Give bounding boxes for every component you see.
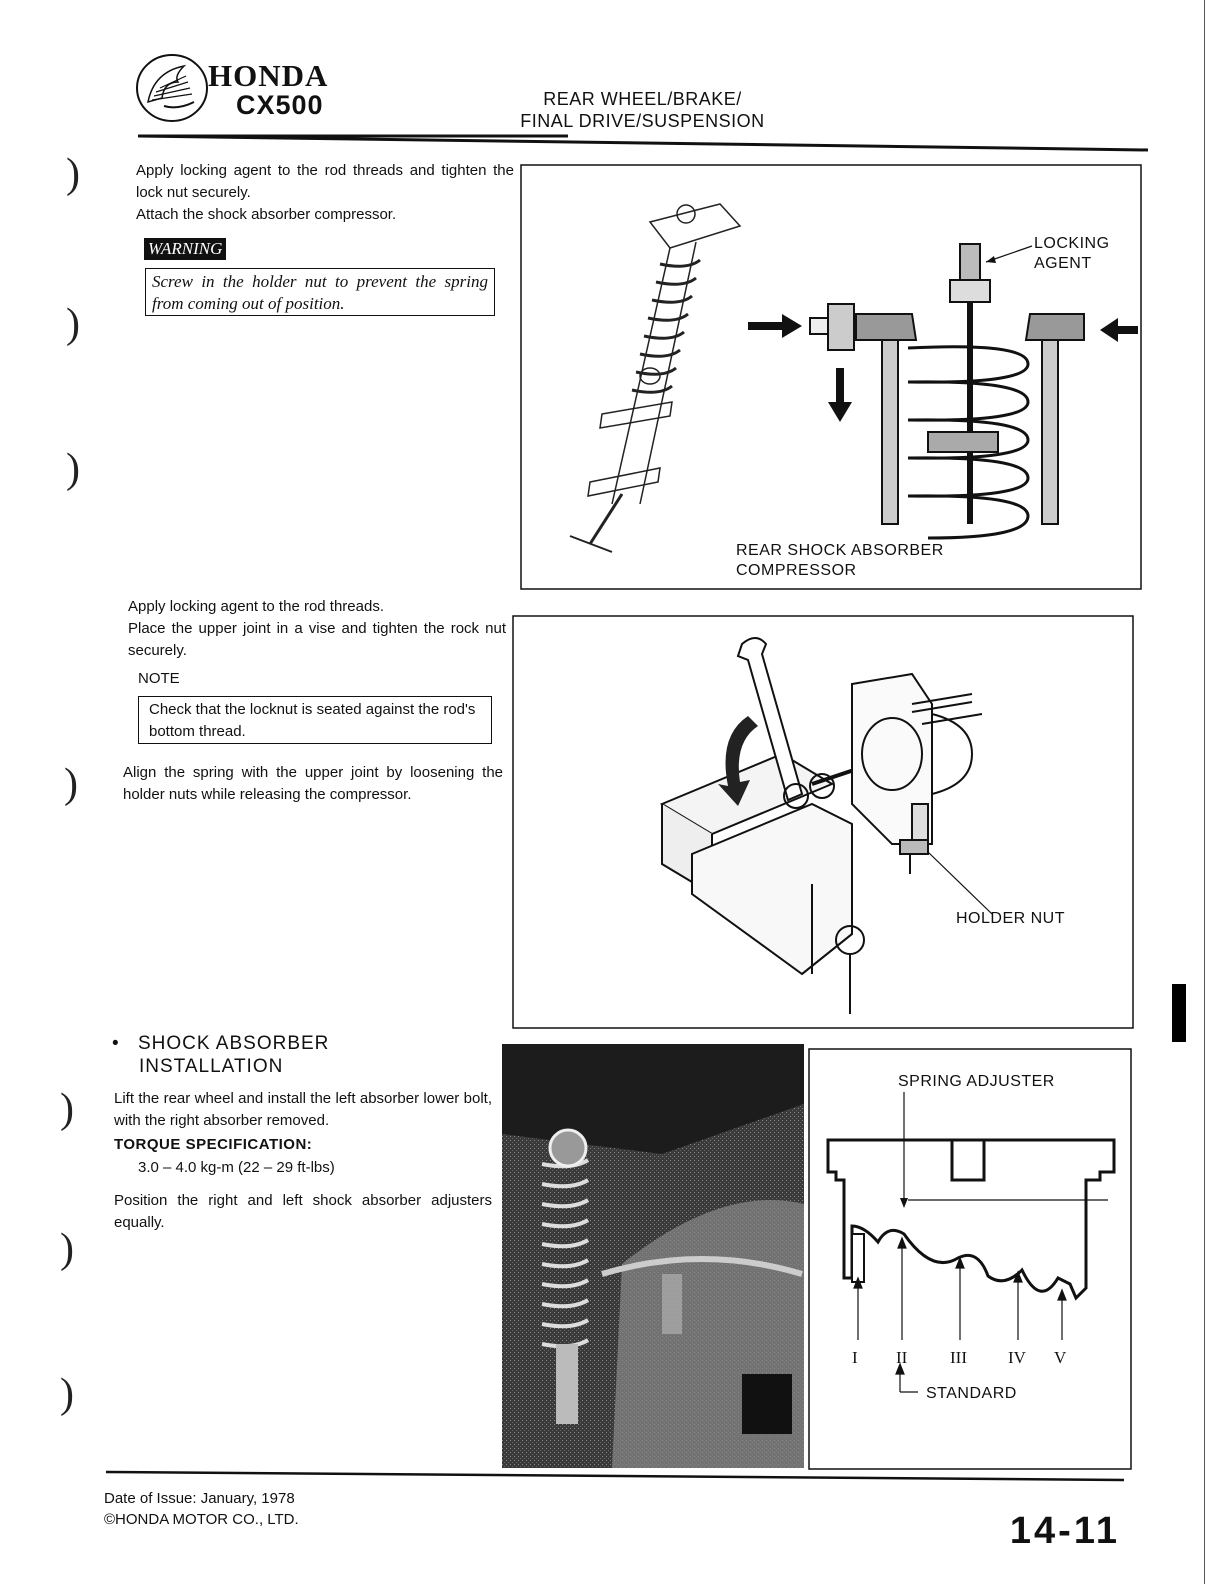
figure-vise (512, 604, 1140, 1034)
step1-text (136, 160, 514, 226)
binding-mark: ) (66, 301, 80, 347)
shock-absorber-photo (502, 1044, 804, 1468)
honda-wing-logo (134, 52, 210, 124)
note-box: Check that the locknut is seated against the rod's bottom thread. (138, 696, 492, 744)
step1-line1: Apply locking agent to the rod threads and tighten the lock nut securely. (136, 162, 514, 201)
compressor-closeup (810, 244, 1084, 538)
arrow-left-icon (1100, 318, 1138, 342)
section-title-line1: REAR WHEEL/BRAKE/ (543, 89, 742, 109)
warning-box: Screw in the holder nut to prevent the spring from coming out of position. (145, 268, 495, 316)
installation-heading (112, 1032, 329, 1078)
step2-line2: Place the upper joint in a vise and tighten the rock nut securely. (128, 620, 506, 659)
footer-text (104, 1488, 299, 1530)
arrow-down-icon (828, 368, 852, 422)
step2-line1: Apply locking agent to the rod threads. (128, 598, 384, 615)
compressor-tool-drawing (570, 204, 740, 552)
installation-heading-line1: SHOCK ABSORBER (138, 1033, 330, 1054)
binding-mark: ) (60, 1226, 74, 1272)
position-pointers (854, 1238, 1066, 1392)
installation-text2: Position the right and left shock absorber adjusters equally. (114, 1192, 492, 1231)
position-label-II: II (896, 1348, 908, 1367)
position-label-I: I (852, 1348, 858, 1367)
step2-line3: Align the spring with the upper joint by loosening the holder nuts while releasing the compressor. (123, 764, 503, 803)
note-label: NOTE (138, 670, 180, 687)
binding-mark: ) (60, 1371, 74, 1417)
footer-rule (106, 1470, 1126, 1484)
torque-value: 3.0 – 4.0 kg-m (22 – 29 ft-lbs) (138, 1159, 335, 1176)
page-edge-line (1204, 0, 1205, 1584)
brand-name: HONDA (208, 58, 329, 93)
callout-locking-agent (1034, 234, 1110, 274)
figure-compressor (520, 164, 1142, 590)
date-of-issue: Date of Issue: January, 1978 (104, 1490, 295, 1507)
warning-label: WARNING (144, 238, 226, 260)
model-name: CX500 (236, 90, 324, 120)
figure1-caption-line1: REAR SHOCK ABSORBER (736, 542, 944, 559)
bullet-icon: • (112, 1033, 120, 1054)
torque-label: TORQUE SPECIFICATION: (114, 1136, 313, 1153)
position-label-IV: IV (1008, 1348, 1026, 1367)
binding-mark: ) (66, 151, 80, 197)
standard-label: STANDARD (926, 1385, 1017, 1402)
binding-mark: ) (66, 446, 80, 492)
callout-locking: LOCKING (1034, 235, 1110, 252)
installation-heading-line2: INSTALLATION (139, 1056, 284, 1077)
figure-spring-adjuster (808, 1048, 1134, 1470)
section-title (500, 88, 785, 132)
figure1-caption (736, 541, 944, 581)
section-tab-marker (1172, 984, 1186, 1042)
callout-agent: AGENT (1034, 255, 1092, 272)
callout-holder-nut: HOLDER NUT (956, 910, 1066, 927)
step2-text (128, 596, 506, 662)
arrow-right-icon (748, 314, 802, 338)
binding-mark: ) (60, 1086, 74, 1132)
section-title-line2: FINAL DRIVE/SUSPENSION (520, 111, 765, 131)
position-label-III: III (950, 1348, 967, 1367)
installation-text1: Lift the rear wheel and install the left absorber lower bolt, with the right absorber removed. (114, 1090, 492, 1129)
binding-mark: ) (64, 761, 78, 807)
header-rule (138, 134, 1150, 154)
callout-spring-adjuster: SPRING ADJUSTER (898, 1073, 1055, 1090)
figure1-caption-line2: COMPRESSOR (736, 562, 857, 579)
copyright: ©HONDA MOTOR CO., LTD. (104, 1511, 299, 1528)
position-label-V: V (1054, 1348, 1067, 1367)
step1-line2: Attach the shock absorber compressor. (136, 206, 397, 223)
page-number: 14-11 (1009, 1510, 1120, 1552)
